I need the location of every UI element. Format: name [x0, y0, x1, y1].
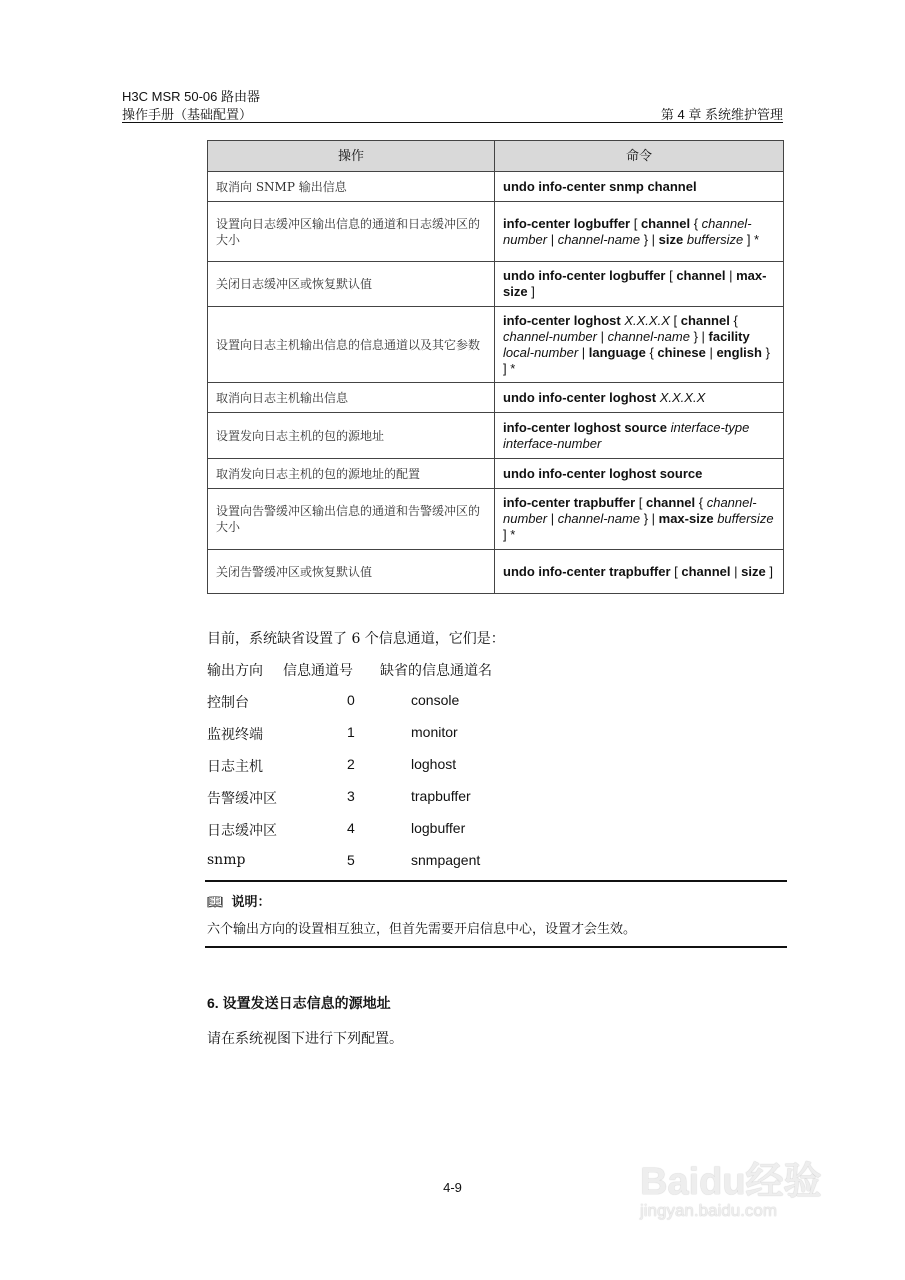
column-header-command: 命令: [495, 141, 784, 172]
channel-number: 0: [347, 692, 355, 708]
note-title: [207, 891, 271, 910]
command-segment: |: [725, 268, 737, 283]
command-segment: } ] *: [503, 344, 770, 376]
channel-name: trapbuffer: [411, 788, 471, 804]
header-divider: [122, 122, 783, 123]
command-segment: X.X.X.X: [624, 312, 670, 328]
note-text: 六个输出方向的设置相互独立，但首先需要开启信息中心，设置才会生效。: [207, 922, 637, 937]
command-segment: channel-number: [503, 495, 757, 526]
command-segment: undo info-center snmp channel: [503, 178, 697, 194]
column-header-operation: 操作: [208, 141, 495, 172]
command-segment: undo info-center trapbuffer: [503, 563, 671, 579]
command-segment: [: [669, 312, 681, 328]
header-chapter: 第 4 章 系统维护管理: [660, 107, 783, 122]
operation-cell: 取消向日志主机输出信息: [208, 383, 495, 413]
channel-direction: 日志缓冲区: [207, 823, 277, 839]
command-cell: [495, 202, 784, 262]
command-cell: [495, 413, 784, 459]
command-segment: X.X.X.X: [659, 389, 706, 405]
command-segment: undo info-center loghost: [503, 389, 657, 405]
command-segment: local-number: [503, 344, 579, 360]
watermark-url: jingyan.baidu.com: [640, 1201, 778, 1220]
command-segment: } |: [640, 511, 659, 526]
command-cell: [495, 550, 784, 594]
operation-cell: 关闭告警缓冲区或恢复默认值: [208, 550, 495, 594]
table-row: [208, 459, 784, 489]
book-icon: 📖︎: [207, 894, 224, 909]
channel-direction: 监视终端: [207, 727, 263, 743]
command-segment: {: [645, 344, 658, 360]
command-segment: info-center loghost source: [503, 419, 667, 435]
operation-cell: 设置向日志主机输出信息的信息通道以及其它参数: [208, 307, 495, 383]
command-segment: channel: [640, 215, 691, 231]
command-cell: [495, 459, 784, 489]
channel-number: 4: [347, 820, 355, 836]
command-segment: max-size: [503, 268, 767, 299]
table-row: [208, 262, 784, 307]
command-segment: language: [588, 344, 646, 360]
command-segment: buffersize: [717, 511, 774, 526]
table-row: [208, 307, 784, 383]
channel-number: 3: [347, 788, 355, 804]
command-segment: channel-name: [607, 328, 690, 344]
command-segment: |: [730, 563, 742, 579]
command-segment: [: [635, 495, 647, 510]
command-segment: [: [665, 268, 677, 283]
command-segment: facility: [708, 328, 750, 344]
command-segment: channel-number: [503, 215, 752, 247]
channel-direction: 告警缓冲区: [207, 791, 277, 807]
command-segment: english: [716, 344, 762, 360]
command-segment: |: [596, 328, 608, 344]
command-segment: } |: [689, 328, 709, 344]
section-title: 6. 设置发送日志信息的源地址: [207, 995, 391, 1011]
watermark-brand: Baidu经验: [640, 1161, 822, 1203]
command-segment: |: [547, 231, 558, 247]
header-manual: 操作手册（基础配置）: [122, 107, 253, 122]
table-row: [208, 172, 784, 202]
command-segment: {: [690, 215, 702, 231]
command-segment: {: [729, 312, 738, 328]
section-text: 请在系统视图下进行下列配置。: [207, 1031, 403, 1047]
command-segment: info-center loghost: [503, 312, 621, 328]
command-cell: [495, 383, 784, 413]
command-segment: ] *: [503, 527, 516, 542]
command-segment: undo info-center logbuffer: [503, 268, 666, 283]
command-segment: channel-name: [557, 231, 641, 247]
page-number: 4-9: [443, 1180, 462, 1195]
command-segment: info-center logbuffer: [503, 215, 631, 231]
operation-cell: 设置向日志缓冲区输出信息的通道和日志缓冲区的大小: [208, 202, 495, 262]
operation-cell: 设置发向日志主机的包的源地址: [208, 413, 495, 459]
operation-cell: 取消向 SNMP 输出信息: [208, 172, 495, 202]
command-segment: channel: [646, 495, 696, 510]
note-top-rule: [205, 880, 787, 882]
channel-name: monitor: [411, 724, 458, 740]
command-segment: buffersize: [686, 231, 744, 247]
command-segment: size: [741, 563, 766, 579]
command-segment: channel-number: [503, 328, 597, 344]
channel-direction: snmp: [207, 852, 246, 868]
table-row: [208, 413, 784, 459]
note-title-text: 说明：: [231, 894, 271, 909]
command-segment: undo info-center loghost source: [503, 465, 703, 481]
table-row: [208, 550, 784, 594]
channel-number: 5: [347, 852, 355, 868]
command-segment: |: [705, 344, 717, 360]
command-segment: |: [578, 344, 589, 360]
command-segment: [: [670, 563, 682, 579]
command-segment: [: [630, 215, 641, 231]
channel-name: loghost: [411, 756, 457, 772]
command-segment: chinese: [657, 344, 706, 360]
header-product: H3C MSR 50-06 路由器: [122, 89, 260, 104]
command-segment: size: [658, 231, 684, 247]
command-segment: ]: [765, 563, 773, 579]
table-row: [208, 383, 784, 413]
command-cell: [495, 307, 784, 383]
command-segment: } |: [640, 231, 659, 247]
table-row: [208, 202, 784, 262]
command-segment: interface-type interface-number: [503, 419, 750, 451]
command-segment: |: [547, 511, 558, 526]
baidu-watermark-logo: [640, 1150, 822, 1221]
command-cell: [495, 489, 784, 550]
command-table: [207, 140, 784, 594]
channel-name: console: [411, 692, 460, 708]
command-segment: channel: [680, 312, 730, 328]
channel-number: 2: [347, 756, 355, 772]
channel-name: logbuffer: [411, 820, 466, 836]
channel-list-header: 信息通道号: [283, 663, 353, 679]
table-row: [208, 489, 784, 550]
intro-text: 目前，系统缺省设置了 6 个信息通道，它们是：: [207, 631, 505, 647]
channel-name: snmpagent: [411, 852, 481, 868]
command-segment: channel-name: [557, 511, 641, 526]
channel-direction: 控制台: [207, 695, 249, 711]
command-segment: ]: [527, 284, 535, 299]
command-segment: ] *: [743, 231, 760, 247]
command-segment: {: [695, 495, 707, 510]
note-bottom-rule: [205, 946, 787, 948]
channel-list-header: 缺省的信息通道名: [380, 663, 492, 679]
command-segment: info-center trapbuffer: [503, 495, 636, 510]
command-segment: channel: [681, 563, 731, 579]
channel-list-header: 输出方向: [207, 663, 263, 679]
operation-cell: 关闭日志缓冲区或恢复默认值: [208, 262, 495, 307]
command-segment: channel: [676, 268, 726, 283]
command-segment: max-size: [658, 511, 714, 526]
channel-direction: 日志主机: [207, 759, 263, 775]
command-cell: [495, 172, 784, 202]
channel-number: 1: [347, 724, 355, 740]
operation-cell: 设置向告警缓冲区输出信息的通道和告警缓冲区的大小: [208, 489, 495, 550]
command-cell: [495, 262, 784, 307]
operation-cell: 取消发向日志主机的包的源地址的配置: [208, 459, 495, 489]
